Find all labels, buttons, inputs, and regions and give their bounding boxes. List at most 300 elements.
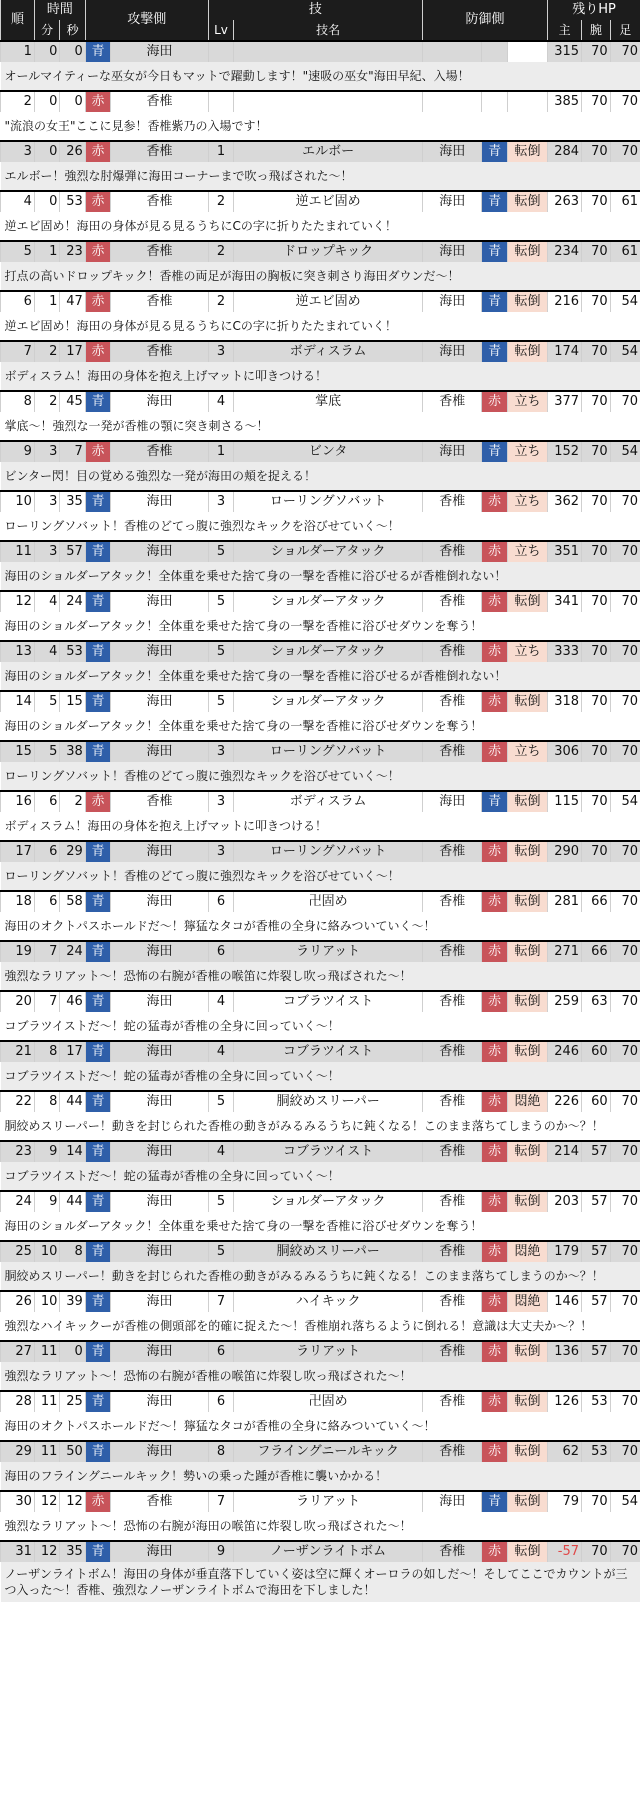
attacker-name-cell: 海田 bbox=[111, 991, 209, 1012]
table-row bbox=[1, 641, 640, 662]
header-defender: 防御側 bbox=[423, 0, 548, 41]
table-body bbox=[1, 41, 640, 1602]
defender-side-badge: 赤 bbox=[482, 841, 507, 862]
hp-arm-cell: 66 bbox=[582, 941, 611, 962]
defender-side-badge: 赤 bbox=[482, 1391, 507, 1412]
attacker-name-cell: 海田 bbox=[111, 741, 209, 762]
attacker-name-cell: 海田 bbox=[111, 1341, 209, 1362]
defender-name-cell: 香椎 bbox=[423, 1191, 482, 1212]
table-row bbox=[1, 691, 640, 712]
attacker-name-cell: 海田 bbox=[111, 41, 209, 62]
hp-main-cell: 146 bbox=[548, 1291, 582, 1312]
level-cell: 5 bbox=[208, 541, 233, 562]
second-cell: 23 bbox=[60, 241, 85, 262]
second-cell: 39 bbox=[60, 1291, 85, 1312]
attacker-side-badge: 青 bbox=[85, 941, 110, 962]
attacker-name-cell: 海田 bbox=[111, 541, 209, 562]
order-cell: 26 bbox=[1, 1291, 35, 1312]
hp-arm-cell: 70 bbox=[582, 841, 611, 862]
result-cell: 転倒 bbox=[507, 841, 547, 862]
second-cell: 47 bbox=[60, 291, 85, 312]
level-cell: 6 bbox=[208, 1341, 233, 1362]
technique-name-cell: ローリングソバット bbox=[234, 491, 423, 512]
hp-leg-cell: 70 bbox=[610, 1291, 640, 1312]
order-cell: 1 bbox=[1, 41, 35, 62]
minute-cell: 0 bbox=[34, 141, 59, 162]
hp-main-cell: 259 bbox=[548, 991, 582, 1012]
level-cell: 6 bbox=[208, 941, 233, 962]
commentary-text: 海田のショルダーアタック！全体重を乗せた捨て身の一撃を香椎に浴びせダウンを奪う！ bbox=[1, 612, 640, 641]
order-cell: 20 bbox=[1, 991, 35, 1012]
hp-arm-cell: 70 bbox=[582, 491, 611, 512]
defender-side-badge: 青 bbox=[482, 241, 507, 262]
hp-leg-cell: 54 bbox=[610, 291, 640, 312]
defender-name-cell: 香椎 bbox=[423, 841, 482, 862]
header-technique: 技 bbox=[208, 0, 422, 20]
result-cell: 悶絶 bbox=[507, 1241, 547, 1262]
order-cell: 17 bbox=[1, 841, 35, 862]
minute-cell: 0 bbox=[34, 91, 59, 112]
attacker-side-badge: 青 bbox=[85, 841, 110, 862]
table-row bbox=[1, 891, 640, 912]
hp-leg-cell: 54 bbox=[610, 341, 640, 362]
result-cell bbox=[507, 41, 547, 62]
hp-arm-cell: 60 bbox=[582, 1041, 611, 1062]
attacker-name-cell: 海田 bbox=[111, 1091, 209, 1112]
hp-leg-cell: 70 bbox=[610, 941, 640, 962]
defender-side-badge: 赤 bbox=[482, 641, 507, 662]
technique-name-cell: 逆エビ固め bbox=[234, 191, 423, 212]
defender-name-cell: 香椎 bbox=[423, 1091, 482, 1112]
attacker-name-cell: 海田 bbox=[111, 941, 209, 962]
second-cell: 26 bbox=[60, 141, 85, 162]
second-cell: 25 bbox=[60, 1391, 85, 1412]
defender-name-cell: 海田 bbox=[423, 1491, 482, 1512]
defender-side-badge: 青 bbox=[482, 441, 507, 462]
order-cell: 5 bbox=[1, 241, 35, 262]
minute-cell: 0 bbox=[34, 41, 59, 62]
hp-main-cell: 362 bbox=[548, 491, 582, 512]
second-cell: 44 bbox=[60, 1091, 85, 1112]
defender-name-cell: 香椎 bbox=[423, 1141, 482, 1162]
minute-cell: 9 bbox=[34, 1141, 59, 1162]
attacker-name-cell: 香椎 bbox=[111, 441, 209, 462]
minute-cell: 8 bbox=[34, 1041, 59, 1062]
attacker-name-cell: 香椎 bbox=[111, 191, 209, 212]
minute-cell: 3 bbox=[34, 441, 59, 462]
commentary-row bbox=[1, 1012, 640, 1041]
table-row bbox=[1, 1541, 640, 1562]
result-cell: 転倒 bbox=[507, 141, 547, 162]
table-row bbox=[1, 1341, 640, 1362]
defender-name-cell: 香椎 bbox=[423, 591, 482, 612]
commentary-row bbox=[1, 262, 640, 291]
technique-name-cell: コブラツイスト bbox=[234, 1041, 423, 1062]
hp-arm-cell: 70 bbox=[582, 741, 611, 762]
hp-main-cell: 226 bbox=[548, 1091, 582, 1112]
defender-name-cell: 海田 bbox=[423, 191, 482, 212]
hp-main-cell: 216 bbox=[548, 291, 582, 312]
hp-leg-cell: 70 bbox=[610, 91, 640, 112]
result-cell: 転倒 bbox=[507, 241, 547, 262]
commentary-row bbox=[1, 412, 640, 441]
commentary-row bbox=[1, 1462, 640, 1491]
attacker-name-cell: 香椎 bbox=[111, 241, 209, 262]
defender-name-cell bbox=[423, 41, 482, 62]
technique-name-cell: ハイキック bbox=[234, 1291, 423, 1312]
hp-arm-cell: 70 bbox=[582, 41, 611, 62]
hp-arm-cell: 70 bbox=[582, 591, 611, 612]
hp-leg-cell: 70 bbox=[610, 1441, 640, 1462]
hp-arm-cell: 57 bbox=[582, 1241, 611, 1262]
hp-main-cell: 284 bbox=[548, 141, 582, 162]
level-cell: 9 bbox=[208, 1541, 233, 1562]
commentary-text: 強烈なラリアット～！恐怖の右腕が海田の喉笛に炸裂し吹っ飛ばされた～！ bbox=[1, 1512, 640, 1541]
table-row bbox=[1, 1091, 640, 1112]
hp-arm-cell: 70 bbox=[582, 191, 611, 212]
second-cell: 7 bbox=[60, 441, 85, 462]
order-cell: 11 bbox=[1, 541, 35, 562]
header-hp-arm: 腕 bbox=[582, 20, 611, 41]
attacker-side-badge: 青 bbox=[85, 1191, 110, 1212]
order-cell: 29 bbox=[1, 1441, 35, 1462]
minute-cell: 11 bbox=[34, 1391, 59, 1412]
minute-cell: 3 bbox=[34, 491, 59, 512]
hp-arm-cell: 70 bbox=[582, 391, 611, 412]
level-cell: 2 bbox=[208, 291, 233, 312]
second-cell: 17 bbox=[60, 341, 85, 362]
hp-main-cell: 263 bbox=[548, 191, 582, 212]
table-row bbox=[1, 1241, 640, 1262]
hp-arm-cell: 53 bbox=[582, 1441, 611, 1462]
technique-name-cell bbox=[234, 91, 423, 112]
commentary-row bbox=[1, 162, 640, 191]
second-cell: 17 bbox=[60, 1041, 85, 1062]
hp-main-cell: 306 bbox=[548, 741, 582, 762]
table-row bbox=[1, 191, 640, 212]
commentary-text: コブラツイストだ～！蛇の猛毒が香椎の全身に回っていく～！ bbox=[1, 1162, 640, 1191]
technique-name-cell: 胴絞めスリーパー bbox=[234, 1241, 423, 1262]
second-cell: 44 bbox=[60, 1191, 85, 1212]
table-row bbox=[1, 941, 640, 962]
header-time: 時間 bbox=[34, 0, 85, 20]
minute-cell: 4 bbox=[34, 591, 59, 612]
minute-cell: 10 bbox=[34, 1241, 59, 1262]
attacker-name-cell: 海田 bbox=[111, 1241, 209, 1262]
second-cell: 53 bbox=[60, 191, 85, 212]
attacker-side-badge: 青 bbox=[85, 991, 110, 1012]
result-cell: 転倒 bbox=[507, 341, 547, 362]
table-row bbox=[1, 1141, 640, 1162]
table-row bbox=[1, 491, 640, 512]
hp-main-cell: 126 bbox=[548, 1391, 582, 1412]
defender-name-cell: 海田 bbox=[423, 341, 482, 362]
hp-arm-cell: 60 bbox=[582, 1091, 611, 1112]
minute-cell: 2 bbox=[34, 341, 59, 362]
hp-arm-cell: 70 bbox=[582, 1541, 611, 1562]
level-cell: 2 bbox=[208, 191, 233, 212]
hp-leg-cell: 54 bbox=[610, 791, 640, 812]
attacker-side-badge: 赤 bbox=[85, 191, 110, 212]
result-cell: 転倒 bbox=[507, 1441, 547, 1462]
hp-main-cell: 385 bbox=[548, 91, 582, 112]
table-row bbox=[1, 291, 640, 312]
minute-cell: 10 bbox=[34, 1291, 59, 1312]
technique-name-cell: ボディスラム bbox=[234, 791, 423, 812]
order-cell: 3 bbox=[1, 141, 35, 162]
result-cell: 悶絶 bbox=[507, 1291, 547, 1312]
attacker-side-badge: 青 bbox=[85, 1391, 110, 1412]
result-cell: 立ち bbox=[507, 741, 547, 762]
commentary-text: ローリングソバット！香椎のどてっ腹に強烈なキックを浴びせていく～！ bbox=[1, 762, 640, 791]
commentary-row bbox=[1, 312, 640, 341]
minute-cell: 12 bbox=[34, 1491, 59, 1512]
hp-main-cell: 174 bbox=[548, 341, 582, 362]
commentary-row bbox=[1, 1562, 640, 1602]
technique-name-cell: ラリアット bbox=[234, 1341, 423, 1362]
minute-cell: 6 bbox=[34, 891, 59, 912]
attacker-side-badge: 青 bbox=[85, 41, 110, 62]
hp-leg-cell: 70 bbox=[610, 1091, 640, 1112]
commentary-text: オールマイティーな巫女が今日もマットで躍動します！"速吸の巫女"海田早紀、入場！ bbox=[1, 62, 640, 91]
commentary-text: ビンター閃！目の覚める強烈な一発が海田の頬を捉える！ bbox=[1, 462, 640, 491]
hp-leg-cell: 54 bbox=[610, 441, 640, 462]
attacker-side-badge: 青 bbox=[85, 641, 110, 662]
hp-leg-cell: 70 bbox=[610, 41, 640, 62]
technique-name-cell: コブラツイスト bbox=[234, 991, 423, 1012]
hp-leg-cell: 61 bbox=[610, 191, 640, 212]
defender-name-cell: 香椎 bbox=[423, 1391, 482, 1412]
minute-cell: 12 bbox=[34, 1541, 59, 1562]
hp-leg-cell: 70 bbox=[610, 491, 640, 512]
second-cell: 29 bbox=[60, 841, 85, 862]
level-cell: 3 bbox=[208, 791, 233, 812]
order-cell: 2 bbox=[1, 91, 35, 112]
header-hp: 残りHP bbox=[548, 0, 640, 20]
minute-cell: 1 bbox=[34, 291, 59, 312]
order-cell: 30 bbox=[1, 1491, 35, 1512]
level-cell: 5 bbox=[208, 1191, 233, 1212]
table-row bbox=[1, 391, 640, 412]
defender-name-cell: 香椎 bbox=[423, 1541, 482, 1562]
order-cell: 6 bbox=[1, 291, 35, 312]
technique-name-cell: ビンタ bbox=[234, 441, 423, 462]
hp-main-cell: 281 bbox=[548, 891, 582, 912]
minute-cell: 4 bbox=[34, 641, 59, 662]
attacker-side-badge: 青 bbox=[85, 591, 110, 612]
defender-name-cell bbox=[423, 91, 482, 112]
defender-side-badge: 赤 bbox=[482, 1141, 507, 1162]
table-row bbox=[1, 141, 640, 162]
hp-leg-cell: 61 bbox=[610, 241, 640, 262]
defender-name-cell: 香椎 bbox=[423, 491, 482, 512]
level-cell: 7 bbox=[208, 1491, 233, 1512]
technique-name-cell: フライングニールキック bbox=[234, 1441, 423, 1462]
defender-side-badge: 赤 bbox=[482, 591, 507, 612]
level-cell: 3 bbox=[208, 341, 233, 362]
attacker-side-badge: 青 bbox=[85, 741, 110, 762]
order-cell: 9 bbox=[1, 441, 35, 462]
defender-name-cell: 香椎 bbox=[423, 991, 482, 1012]
defender-side-badge: 赤 bbox=[482, 991, 507, 1012]
defender-side-badge: 赤 bbox=[482, 891, 507, 912]
attacker-name-cell: 海田 bbox=[111, 1141, 209, 1162]
commentary-text: 海田のショルダーアタック！全体重を乗せた捨て身の一撃を香椎に浴びせるが香椎倒れない！ bbox=[1, 662, 640, 691]
minute-cell: 11 bbox=[34, 1341, 59, 1362]
level-cell: 1 bbox=[208, 441, 233, 462]
table-row bbox=[1, 541, 640, 562]
defender-side-badge: 赤 bbox=[482, 1541, 507, 1562]
result-cell bbox=[507, 91, 547, 112]
table-row bbox=[1, 1191, 640, 1212]
defender-side-badge: 赤 bbox=[482, 1091, 507, 1112]
commentary-text: 掌底～！強烈な一発が香椎の顎に突き刺さる～！ bbox=[1, 412, 640, 441]
hp-main-cell: 152 bbox=[548, 441, 582, 462]
second-cell: 0 bbox=[60, 91, 85, 112]
table-row bbox=[1, 841, 640, 862]
attacker-side-badge: 青 bbox=[85, 1041, 110, 1062]
attacker-name-cell: 海田 bbox=[111, 1441, 209, 1462]
hp-leg-cell: 70 bbox=[610, 591, 640, 612]
technique-name-cell: ボディスラム bbox=[234, 341, 423, 362]
attacker-side-badge: 青 bbox=[85, 891, 110, 912]
header-hp-main: 主 bbox=[548, 20, 582, 41]
defender-name-cell: 香椎 bbox=[423, 1341, 482, 1362]
level-cell: 7 bbox=[208, 1291, 233, 1312]
attacker-name-cell: 海田 bbox=[111, 841, 209, 862]
technique-name-cell: ラリアット bbox=[234, 1491, 423, 1512]
hp-main-cell: 136 bbox=[548, 1341, 582, 1362]
result-cell: 転倒 bbox=[507, 1491, 547, 1512]
defender-name-cell: 香椎 bbox=[423, 891, 482, 912]
table-row bbox=[1, 1041, 640, 1062]
defender-name-cell: 香椎 bbox=[423, 1291, 482, 1312]
hp-main-cell: 315 bbox=[548, 41, 582, 62]
second-cell: 58 bbox=[60, 891, 85, 912]
order-cell: 24 bbox=[1, 1191, 35, 1212]
technique-name-cell: コブラツイスト bbox=[234, 1141, 423, 1162]
table-row bbox=[1, 991, 640, 1012]
commentary-text: 海田のショルダーアタック！全体重を乗せた捨て身の一撃を香椎に浴びせダウンを奪う！ bbox=[1, 1212, 640, 1241]
level-cell: 5 bbox=[208, 591, 233, 612]
order-cell: 27 bbox=[1, 1341, 35, 1362]
commentary-text: エルボー！強烈な肘爆弾に海田コーナーまで吹っ飛ばされた～！ bbox=[1, 162, 640, 191]
technique-name-cell: ノーザンライトボム bbox=[234, 1541, 423, 1562]
attacker-name-cell: 海田 bbox=[111, 641, 209, 662]
commentary-text: ノーザンライトボム！海田の身体が垂直落下していく姿は空に輝くオーロラの如しだ～！そしてここでカウントが三つ入った～！香椎、強烈なノーザンライトボムで海田を下しました！ bbox=[1, 1562, 640, 1602]
attacker-name-cell: 海田 bbox=[111, 591, 209, 612]
defender-side-badge: 赤 bbox=[482, 541, 507, 562]
header-order: 順 bbox=[1, 0, 35, 41]
defender-name-cell: 香椎 bbox=[423, 941, 482, 962]
hp-arm-cell: 70 bbox=[582, 791, 611, 812]
hp-leg-cell: 70 bbox=[610, 1041, 640, 1062]
minute-cell: 1 bbox=[34, 241, 59, 262]
technique-name-cell: 卍固め bbox=[234, 891, 423, 912]
technique-name-cell: エルボー bbox=[234, 141, 423, 162]
commentary-row bbox=[1, 562, 640, 591]
hp-arm-cell: 70 bbox=[582, 641, 611, 662]
technique-name-cell: ショルダーアタック bbox=[234, 591, 423, 612]
commentary-text: 強烈なラリアット～！恐怖の右腕が香椎の喉笛に炸裂し吹っ飛ばされた～！ bbox=[1, 1362, 640, 1391]
hp-leg-cell: 70 bbox=[610, 691, 640, 712]
minute-cell: 0 bbox=[34, 191, 59, 212]
hp-leg-cell: 70 bbox=[610, 891, 640, 912]
attacker-name-cell: 海田 bbox=[111, 391, 209, 412]
technique-name-cell: ショルダーアタック bbox=[234, 541, 423, 562]
order-cell: 16 bbox=[1, 791, 35, 812]
defender-side-badge: 赤 bbox=[482, 1191, 507, 1212]
defender-side-badge: 青 bbox=[482, 141, 507, 162]
table-row bbox=[1, 791, 640, 812]
hp-arm-cell: 70 bbox=[582, 341, 611, 362]
level-cell: 4 bbox=[208, 991, 233, 1012]
commentary-text: ボディスラム！海田の身体を抱え上げマットに叩きつける！ bbox=[1, 812, 640, 841]
order-cell: 19 bbox=[1, 941, 35, 962]
result-cell: 転倒 bbox=[507, 1541, 547, 1562]
defender-name-cell: 海田 bbox=[423, 441, 482, 462]
attacker-name-cell: 海田 bbox=[111, 1391, 209, 1412]
commentary-row bbox=[1, 662, 640, 691]
attacker-side-badge: 赤 bbox=[85, 1491, 110, 1512]
commentary-row bbox=[1, 1262, 640, 1291]
second-cell: 24 bbox=[60, 591, 85, 612]
technique-name-cell: ローリングソバット bbox=[234, 841, 423, 862]
hp-leg-cell: 70 bbox=[610, 1191, 640, 1212]
header-attacker: 攻撃側 bbox=[85, 0, 208, 41]
attacker-side-badge: 青 bbox=[85, 1541, 110, 1562]
result-cell: 転倒 bbox=[507, 291, 547, 312]
level-cell: 4 bbox=[208, 1041, 233, 1062]
commentary-text: ローリングソバット！香椎のどてっ腹に強烈なキックを浴びせていく～！ bbox=[1, 862, 640, 891]
second-cell: 12 bbox=[60, 1491, 85, 1512]
defender-side-badge: 赤 bbox=[482, 941, 507, 962]
result-cell: 転倒 bbox=[507, 1041, 547, 1062]
minute-cell: 6 bbox=[34, 791, 59, 812]
result-cell: 立ち bbox=[507, 541, 547, 562]
attacker-side-badge: 青 bbox=[85, 491, 110, 512]
technique-name-cell: ドロップキック bbox=[234, 241, 423, 262]
minute-cell: 2 bbox=[34, 391, 59, 412]
second-cell: 50 bbox=[60, 1441, 85, 1462]
defender-side-badge: 赤 bbox=[482, 1241, 507, 1262]
defender-side-badge bbox=[482, 41, 507, 62]
hp-main-cell: 115 bbox=[548, 791, 582, 812]
level-cell bbox=[208, 91, 233, 112]
level-cell: 3 bbox=[208, 491, 233, 512]
commentary-text: コブラツイストだ～！蛇の猛毒が香椎の全身に回っていく～！ bbox=[1, 1062, 640, 1091]
defender-side-badge: 赤 bbox=[482, 691, 507, 712]
hp-arm-cell: 57 bbox=[582, 1191, 611, 1212]
table-row bbox=[1, 41, 640, 62]
technique-name-cell: ラリアット bbox=[234, 941, 423, 962]
table-row bbox=[1, 1291, 640, 1312]
second-cell: 8 bbox=[60, 1241, 85, 1262]
hp-main-cell: 203 bbox=[548, 1191, 582, 1212]
commentary-row bbox=[1, 212, 640, 241]
attacker-name-cell: 海田 bbox=[111, 1191, 209, 1212]
defender-side-badge: 赤 bbox=[482, 1341, 507, 1362]
second-cell: 2 bbox=[60, 791, 85, 812]
minute-cell: 5 bbox=[34, 691, 59, 712]
order-cell: 23 bbox=[1, 1141, 35, 1162]
hp-arm-cell: 66 bbox=[582, 891, 611, 912]
attacker-side-badge: 青 bbox=[85, 1091, 110, 1112]
commentary-text: 逆エビ固め！海田の身体が見る見るうちにCの字に折りたたまれていく！ bbox=[1, 212, 640, 241]
defender-name-cell: 香椎 bbox=[423, 541, 482, 562]
order-cell: 8 bbox=[1, 391, 35, 412]
header-hp-leg: 足 bbox=[610, 20, 640, 41]
